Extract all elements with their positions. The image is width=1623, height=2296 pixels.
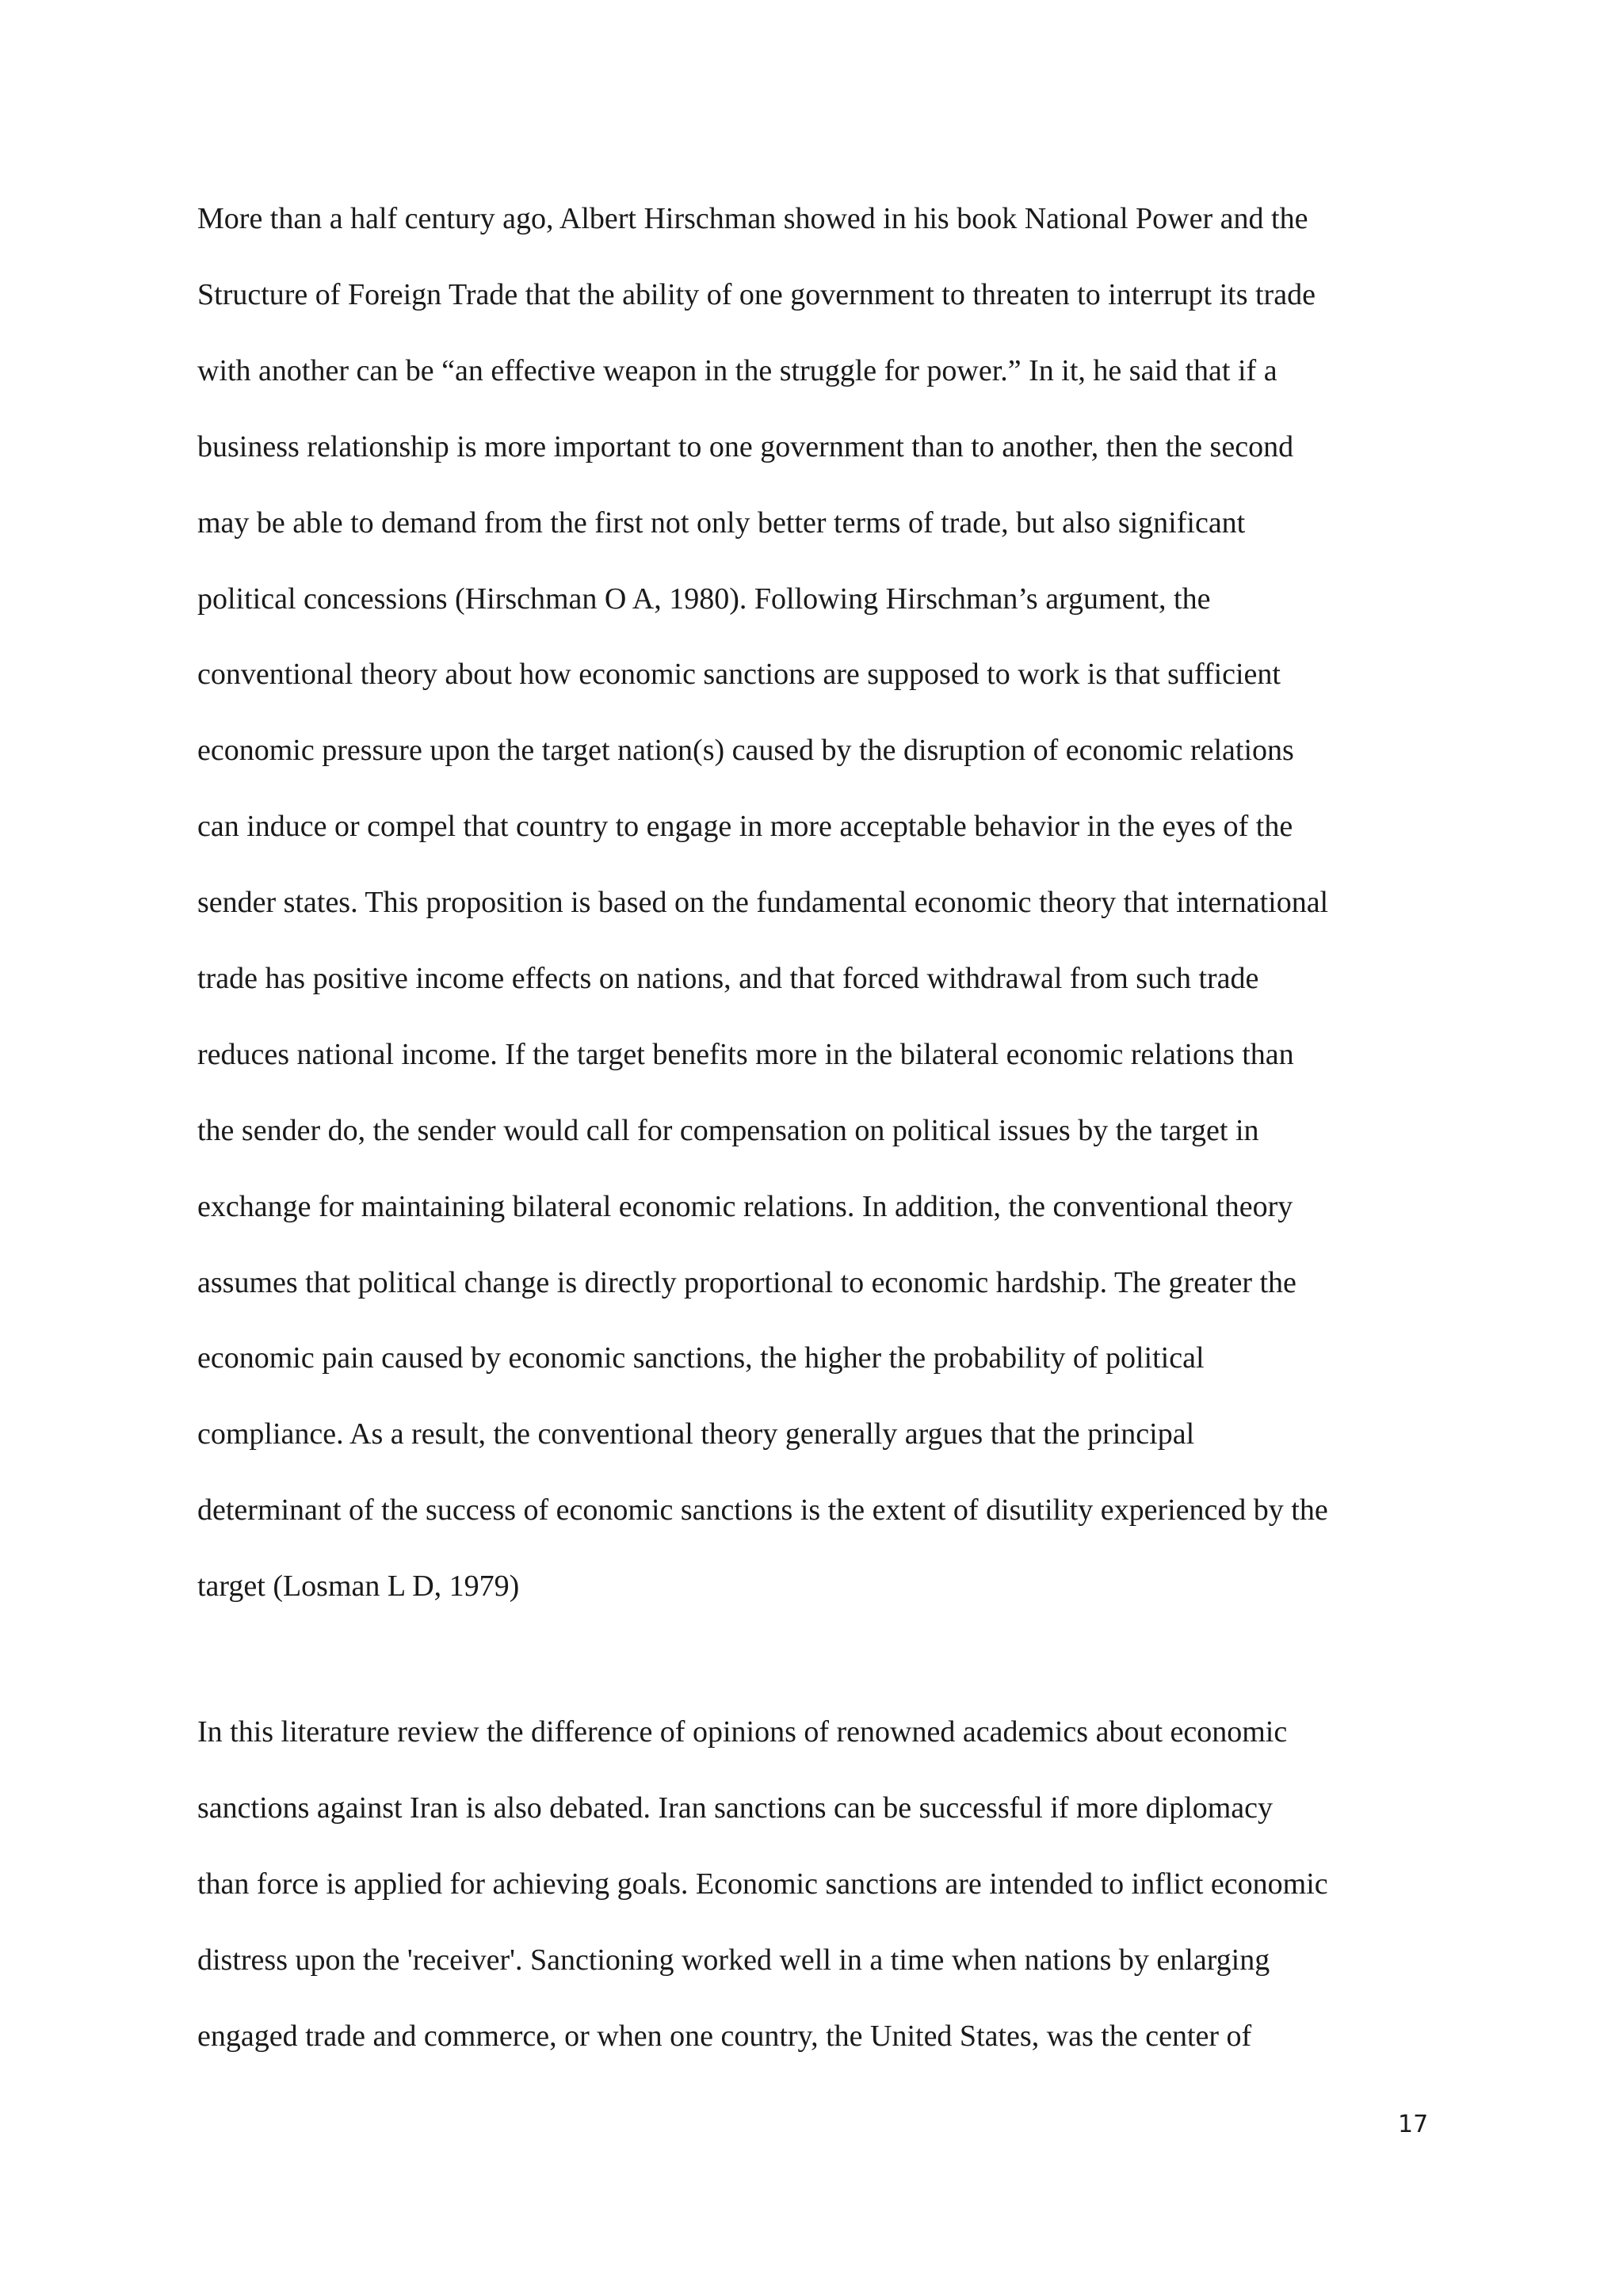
paragraph-line: conventional theory about how economic sanctions are supposed to work is that sufficient	[197, 658, 1281, 691]
paragraph-line: reduces national income. If the target benefits more in the bilateral economic relations than	[197, 1038, 1294, 1071]
paragraph-line: business relationship is more important to one government than to another, then the second	[197, 430, 1294, 463]
paragraph-line: compliance. As a result, the conventional theory generally argues that the principal	[197, 1417, 1195, 1451]
paragraph-line: distress upon the 'receiver'. Sanctioning worked well in a time when nations by enlarging	[197, 1943, 1270, 1977]
paragraph-line: with another can be “an effective weapon in the struggle for power.” In it, he said that if a	[197, 354, 1277, 387]
paragraph-line: exchange for maintaining bilateral economic relations. In addition, the conventional theory	[197, 1190, 1293, 1223]
paragraph-line: economic pain caused by economic sanctions, the higher the probability of political	[197, 1341, 1205, 1375]
paragraph-line: sender states. This proposition is based on the fundamental economic theory that international	[197, 886, 1329, 919]
paragraph-line: engaged trade and commerce, or when one country, the United States, was the center of	[197, 2019, 1252, 2053]
paragraph-line: than force is applied for achieving goals. Economic sanctions are intended to inflict economic	[197, 1867, 1328, 1901]
paragraph-line: In this literature review the difference of opinions of renowned academics about economic	[197, 1715, 1288, 1749]
paragraph-line: economic pressure upon the target nation(s) caused by the disruption of economic relations	[197, 734, 1294, 767]
paragraph-line: the sender do, the sender would call for compensation on political issues by the target in	[197, 1114, 1259, 1147]
paragraph-line: target (Losman L D, 1979)	[197, 1569, 520, 1603]
paragraph-line: may be able to demand from the first not only better terms of trade, but also significant	[197, 506, 1246, 540]
paragraph-line: can induce or compel that country to engage in more acceptable behavior in the eyes of the	[197, 810, 1293, 843]
paragraph-line: assumes that political change is directly proportional to economic hardship. The greater the	[197, 1266, 1296, 1299]
page-number: 17	[1398, 2111, 1429, 2138]
paragraph-line: More than a half century ago, Albert Hirschman showed in his book National Power and the	[197, 202, 1308, 235]
paragraph-line: political concessions (Hirschman O A, 1980). Following Hirschman’s argument, the	[197, 582, 1211, 616]
paragraph-line: Structure of Foreign Trade that the ability of one government to threaten to interrupt its trade	[197, 278, 1316, 311]
paragraph-line: sanctions against Iran is also debated. Iran sanctions can be successful if more diplomacy	[197, 1791, 1274, 1825]
paragraph-line: trade has positive income effects on nations, and that forced withdrawal from such trade	[197, 962, 1259, 995]
paragraph-line: determinant of the success of economic sanctions is the extent of disutility experienced by the	[197, 1493, 1328, 1527]
